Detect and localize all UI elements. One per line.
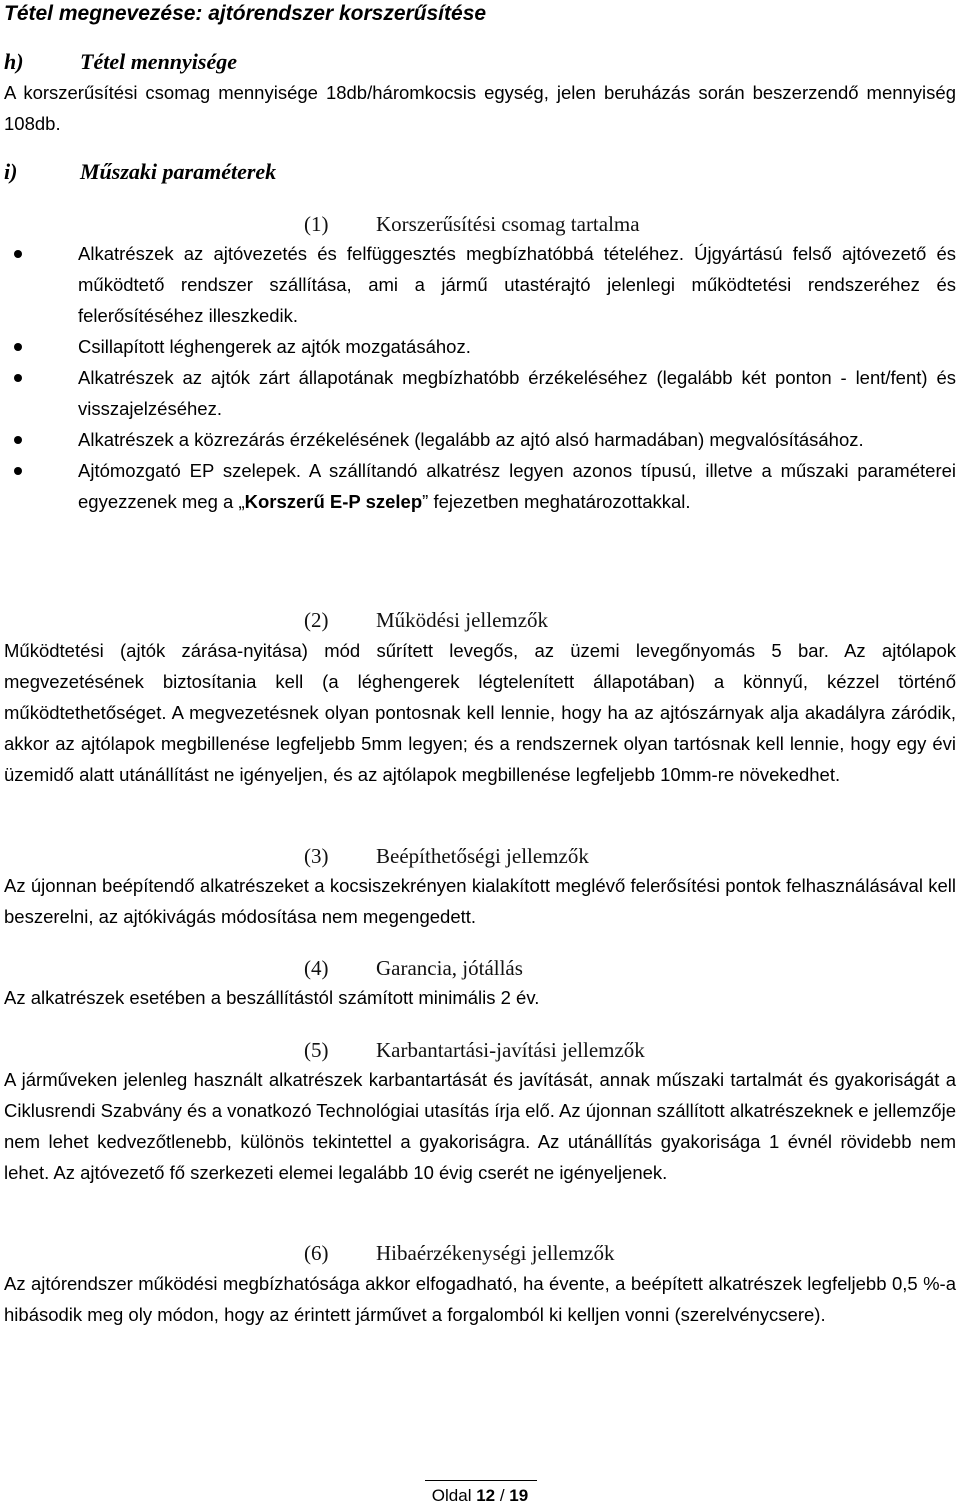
list-item-text: Csillapított léghengerek az ajtók mozgatásához.	[78, 336, 471, 357]
bullet-icon	[14, 374, 22, 382]
paragraph-installability: Az újonnan beépítendő alkatrészeket a kocsiszekrényen kialakított meglévő felerősítési pontok felhasználásával kell beszerelni, az ajtókivágás módosítása nem megengedett.	[4, 875, 956, 927]
subsection-number: (1)	[304, 212, 329, 236]
section-i-letter: i)	[4, 159, 18, 184]
bullet-icon	[14, 436, 22, 444]
bullet5-before: Ajtómozgató EP szelepek. A szállítandó alkatrész legyen azonos típusú, illetve a műszaki paraméterei egyezzenek meg a	[78, 460, 956, 512]
list-item	[0, 455, 960, 517]
subsection-5-heading	[304, 1036, 645, 1064]
bold-reference: Korszerű E-P szelep	[244, 491, 423, 512]
list-item	[0, 238, 960, 331]
list-item	[0, 362, 960, 424]
document-title: Tétel megnevezése: ajtórendszer korszerűsítése	[4, 2, 487, 25]
paragraph-warranty: Az alkatrészek esetében a beszállítástól számított minimális 2 év.	[4, 987, 540, 1008]
page-footer	[0, 1484, 960, 1508]
section-i-heading: Műszaki paraméterek	[80, 159, 277, 184]
subsection-title: Korszerűsítési csomag tartalma	[376, 212, 640, 236]
bullet-list	[0, 238, 960, 517]
subsection-number: (5)	[304, 1038, 329, 1062]
footer-separator: /	[495, 1486, 510, 1505]
section-h-heading: Tétel mennyisége	[80, 49, 238, 74]
list-item	[0, 331, 960, 362]
bullet5-after: ” fejezetben meghatározottakkal.	[422, 491, 691, 512]
subsection-title: Beépíthetőségi jellemzők	[376, 844, 589, 868]
subsection-4-heading	[304, 954, 523, 982]
footer-prefix: Oldal	[431, 1486, 477, 1505]
footer-current-page: 12	[476, 1486, 496, 1505]
subsection-1-heading	[304, 210, 640, 238]
subsection-3-heading	[304, 842, 589, 870]
bullet-icon	[14, 343, 22, 351]
subsection-title: Karbantartási-javítási jellemzők	[376, 1038, 645, 1062]
bullet-icon	[14, 467, 22, 475]
subsection-title: Hibaérzékenységi jellemzők	[376, 1241, 615, 1265]
list-item-text: Alkatrészek a közrezárás érzékelésének (legalább az ajtó alsó harmadában) megvalósításához.	[78, 429, 864, 450]
section-h-letter: h)	[4, 49, 24, 74]
paragraph-operation: Működtetési (ajtók zárása-nyitása) mód sűrített levegős, az üzemi levegőnyomás 5 bar. Az ajtólapok megvezetésének biztosítania kell (a léghengerek légtelenített állapotában) a könnyű, kézzel történő működtethetőséget. A megvezetésnek olyan pontosnak kell lennie, hogy ha az ajtószárnyak alja akadályra záródik, akkor az ajtólapok megbillenése legfeljebb 5mm legyen; és a rendszernek olyan tartósnak kell lennie, hogy egy évi üzemidő alatt utánállítást ne igényeljen, és az ajtólapok megbillenése legfeljebb 10mm-re növekedhet.	[4, 640, 956, 785]
subsection-title: Garancia, jótállás	[376, 956, 523, 980]
subsection-number: (3)	[304, 844, 329, 868]
subsection-2-heading	[304, 606, 548, 634]
section-h-text: A korszerűsítési csomag mennyisége 18db/háromkocsis egység, jelen beruházás során beszerzendő mennyiség 108db.	[4, 82, 956, 134]
subsection-number: (6)	[304, 1241, 329, 1265]
quote-open: „	[238, 491, 245, 512]
subsection-number: (4)	[304, 956, 329, 980]
list-item-text: Alkatrészek az ajtók zárt állapotának megbízhatóbb érzékeléséhez (legalább két ponton - lent/fent) és visszajelzéséhez.	[78, 367, 956, 419]
footer-divider	[425, 1480, 537, 1481]
subsection-number: (2)	[304, 608, 329, 632]
footer-total-pages: 19	[509, 1486, 529, 1505]
list-item	[0, 424, 960, 455]
subsection-6-heading	[304, 1239, 614, 1267]
list-item-text: Alkatrészek az ajtóvezetés és felfüggesztés megbízhatóbbá tételéhez. Újgyártású felső ajtóvezető és működtető rendszer szállítása, ami a jármű utastérajtó jelenlegi működtetési rendszeréhez és felerősítéséhez illeszkedik.	[78, 243, 956, 326]
paragraph-fault-sensitivity: Az ajtórendszer működési megbízhatósága akkor elfogadható, ha évente, a beépített alkatrészek legfeljebb 0,5 %-a hibásodik meg oly módon, hogy az érintett járművet a forgalomból ki kelljen vonni (szerelvénycsere).	[4, 1273, 956, 1325]
bullet-icon	[14, 250, 22, 258]
paragraph-maintenance: A járműveken jelenleg használt alkatrészek karbantartását és javítását, annak műszaki tartalmát és gyakoriságát a Ciklusrendi Szabvány és a vonatkozó Technológiai utasítás írja elő. Az újonnan szállított alkatrészeknek e jellemzője nem lehet kedvezőtlenebb, különös tekintettel a gyakoriságra. Az utánállítás gyakorisága 1 évnél rövidebb nem lehet. Az ajtóvezető fő szerkezeti elemei legalább 10 évig cserét ne igényeljenek.	[4, 1069, 956, 1183]
subsection-title: Működési jellemzők	[376, 608, 549, 632]
